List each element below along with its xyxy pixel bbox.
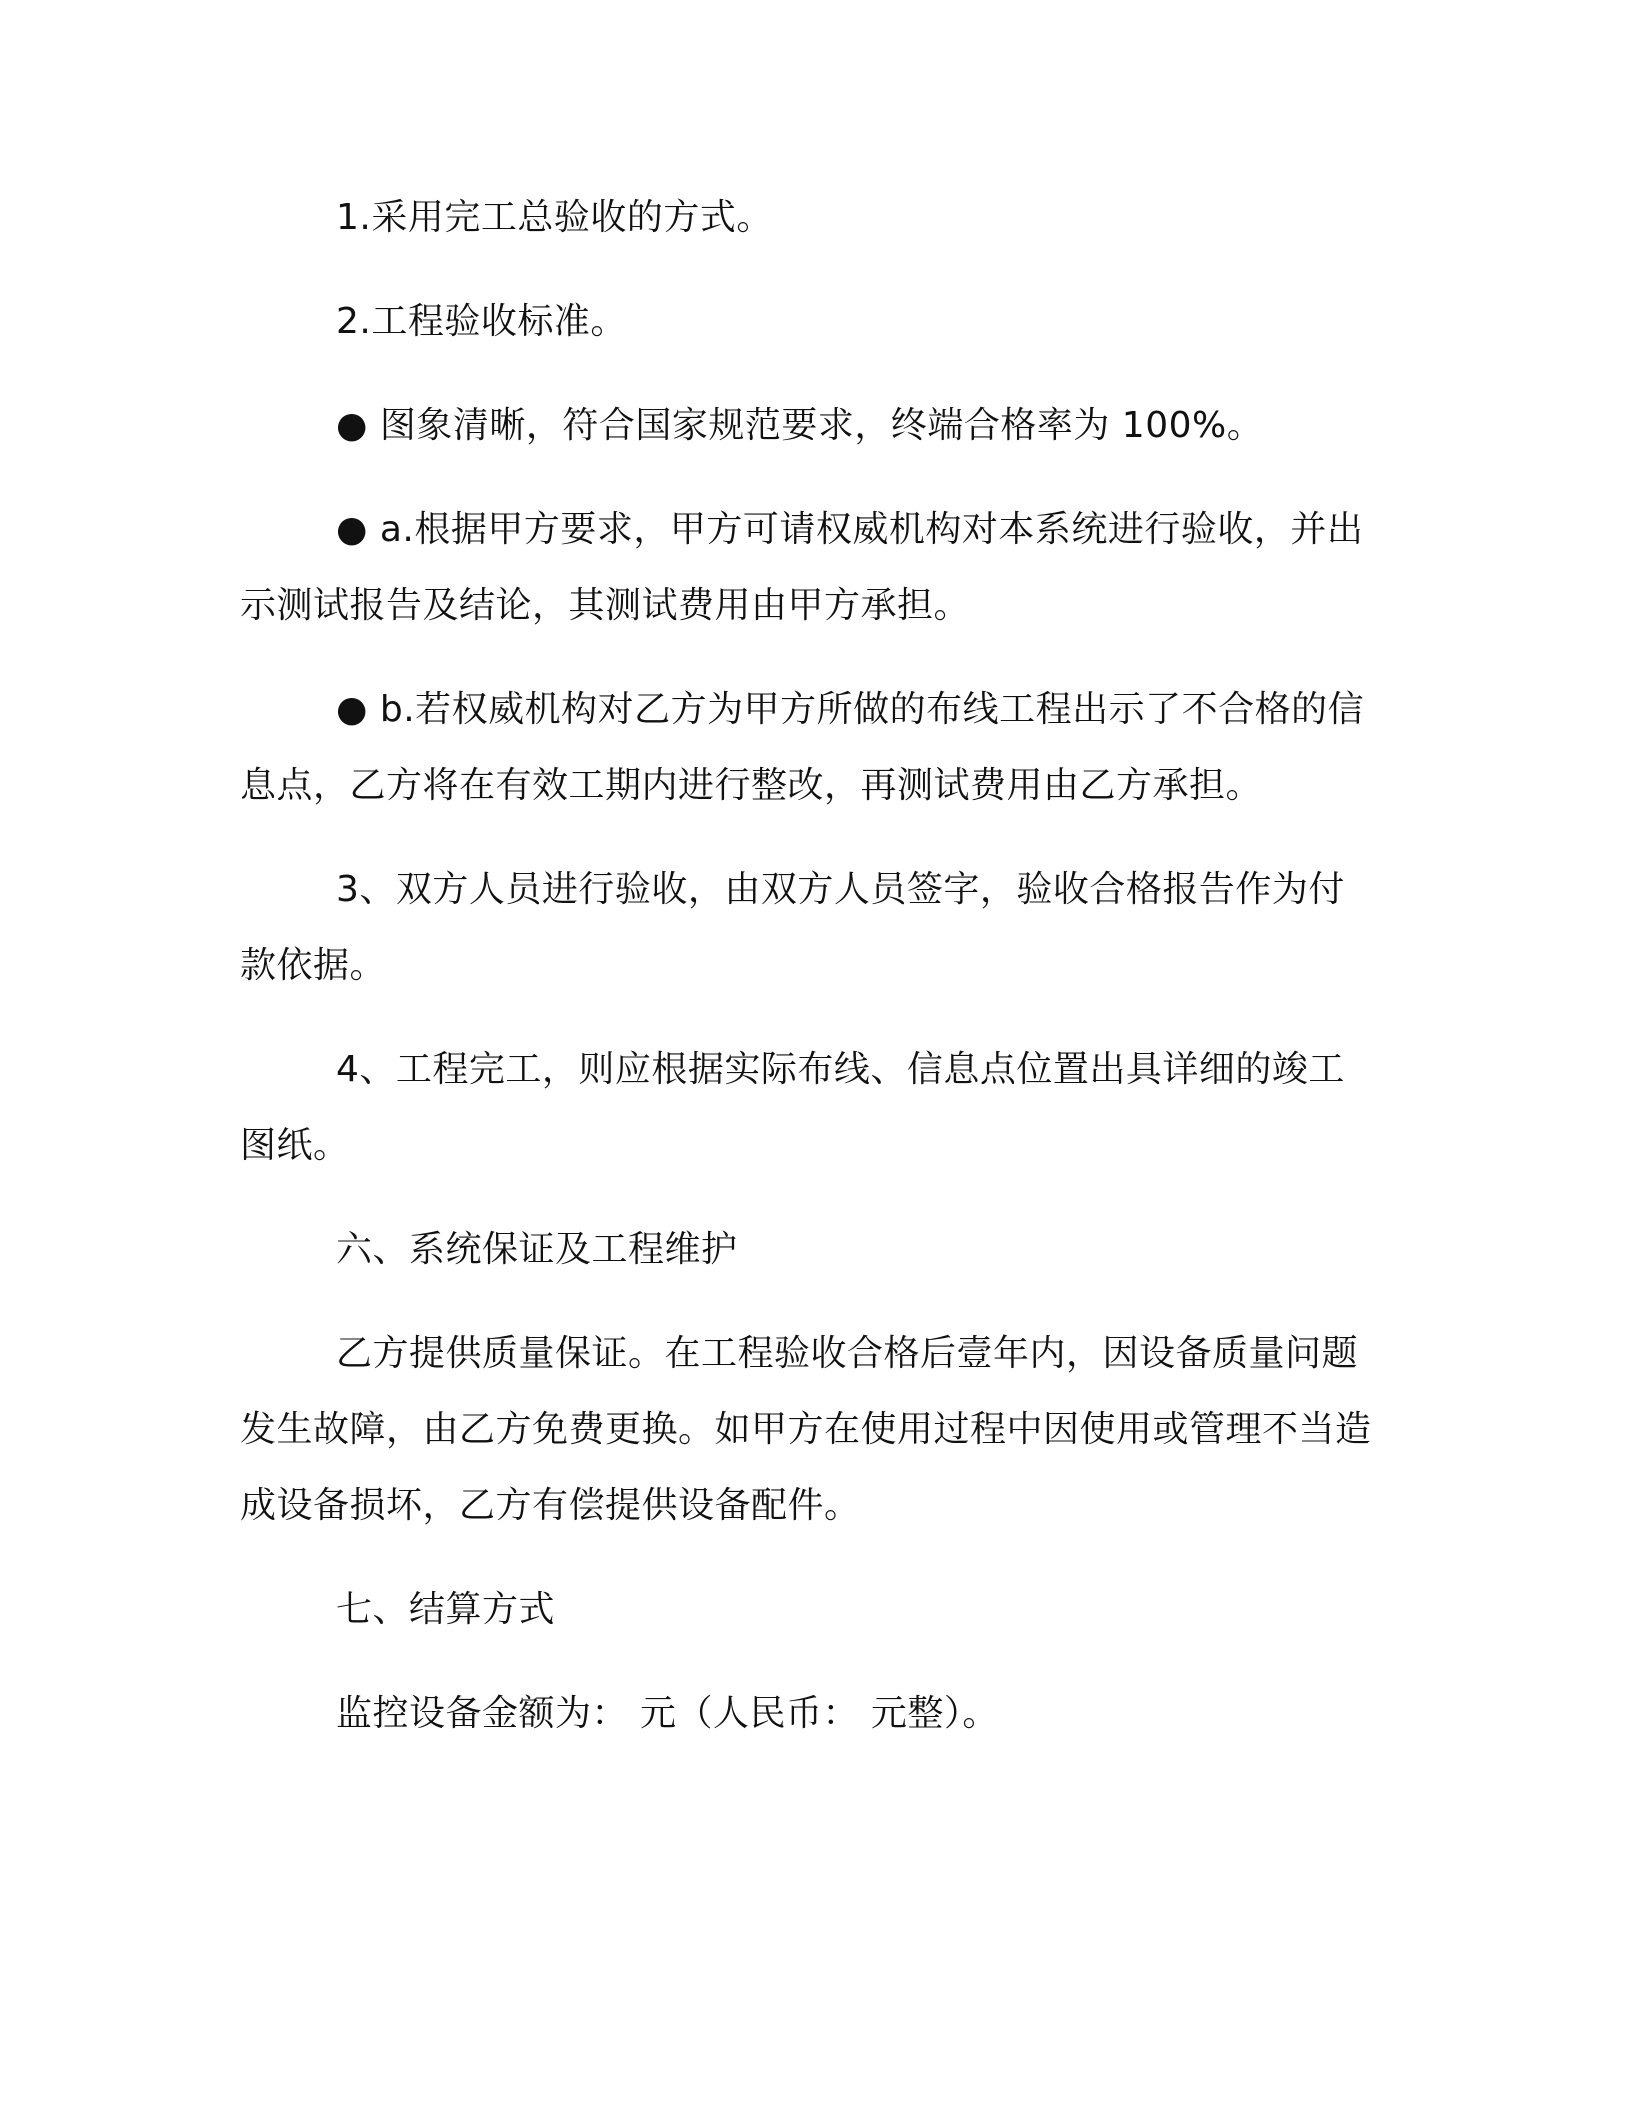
- warranty-section-heading: 六、系统保证及工程维护: [336, 1229, 738, 1270]
- joint-acceptance-paragraph: 3、双方人员进行验收，由双方人员签字，验收合格报告作为付款依据。: [240, 869, 1345, 986]
- settlement-section-heading: 七、结算方式: [336, 1589, 556, 1630]
- paragraph-spacer: [240, 1184, 1380, 1212]
- paragraph-spacer: [240, 1004, 1380, 1032]
- paragraph-spacer: [240, 464, 1380, 492]
- paragraph-spacer: [240, 256, 1380, 284]
- paragraph-spacer: [240, 644, 1380, 672]
- authority-inspection-bullet: ● a.根据甲方要求，甲方可请权威机构对本系统进行验收，并出示测试报告及结论，其测试费用由甲方承担。: [240, 509, 1364, 626]
- warranty-paragraph: 乙方提供质量保证。在工程验收合格后壹年内，因设备质量问题发生故障，由乙方免费更换。如甲方在使用过程中因使用或管理不当造成设备损坏，乙方有偿提供设备配件。: [240, 1333, 1372, 1526]
- paragraph-spacer: [240, 360, 1380, 388]
- paragraph-spacer: [240, 824, 1380, 852]
- acceptance-standard-heading: 2.工程验收标准。: [336, 301, 627, 342]
- equipment-amount-paragraph: 监控设备金额为： 元（人民币： 元整）。: [336, 1693, 999, 1734]
- paragraph-spacer: [240, 1544, 1380, 1572]
- completion-drawings-paragraph: 4、工程完工，则应根据实际布线、信息点位置出具详细的竣工图纸。: [240, 1049, 1345, 1166]
- document-body: [240, 180, 1380, 1752]
- acceptance-method-paragraph: 1.采用完工总验收的方式。: [336, 197, 773, 238]
- paragraph-spacer: [240, 1648, 1380, 1676]
- rectification-bullet: ● b.若权威机构对乙方为甲方所做的布线工程出示了不合格的信息点，乙方将在有效工期内进行整改，再测试费用由乙方承担。: [240, 689, 1365, 806]
- paragraph-spacer: [240, 1288, 1380, 1316]
- image-clarity-bullet: ● 图象清晰，符合国家规范要求，终端合格率为 100%。: [336, 405, 1264, 446]
